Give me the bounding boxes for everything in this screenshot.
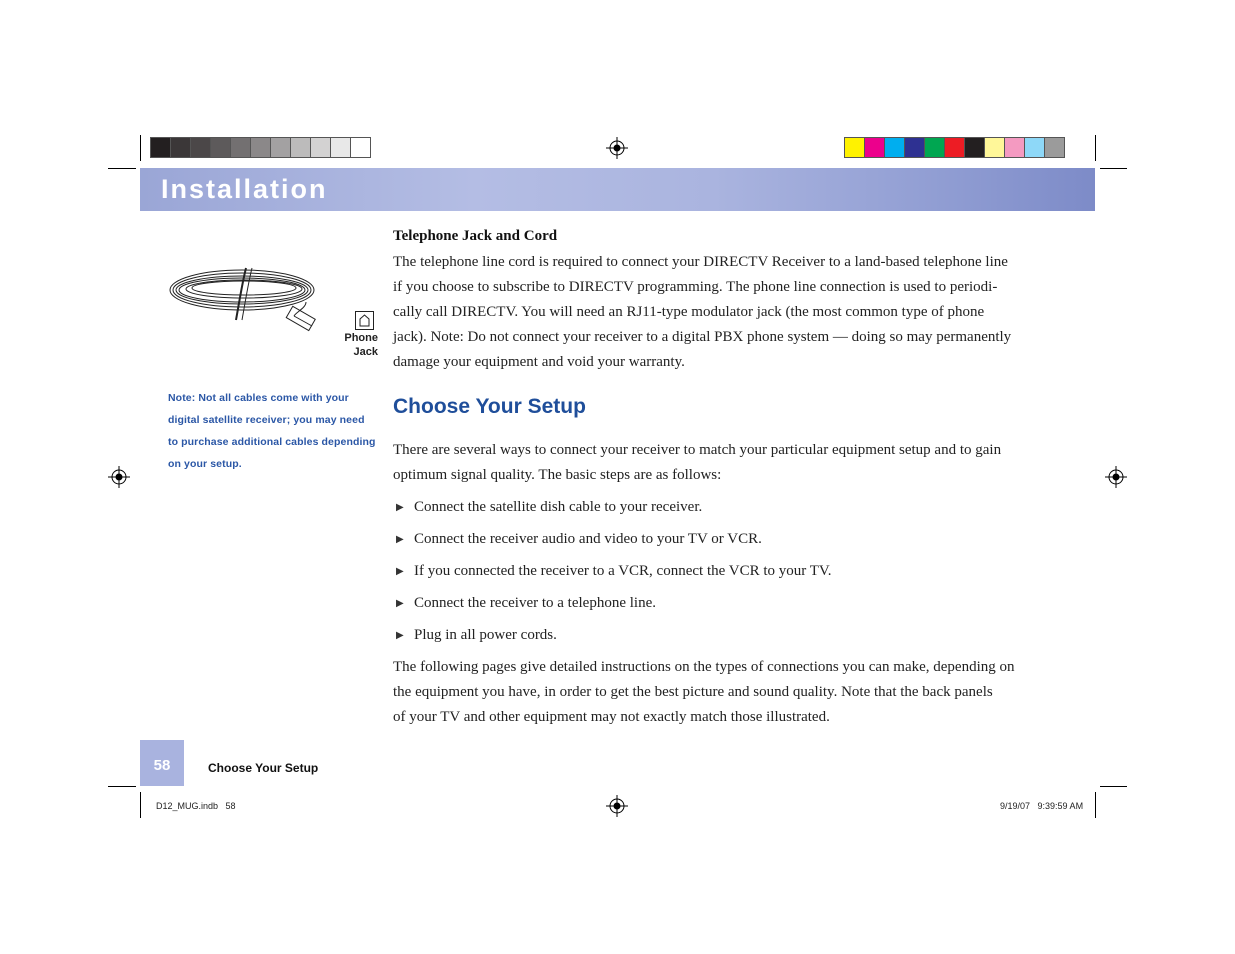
- section-title: Choose Your Setup: [393, 395, 586, 418]
- telephone-cord-illustration: [166, 262, 338, 334]
- color-swatch: [210, 137, 231, 158]
- triangle-right-icon: ▶: [396, 630, 404, 642]
- page-title: Installation: [161, 174, 328, 204]
- paragraph-line: optimum signal quality. The basic steps are as follows:: [393, 467, 722, 483]
- paragraph-line: jack). Note: Do not connect your receiver to a digital PBX phone system — doing so may permanently: [393, 329, 1012, 345]
- color-swatch: [924, 137, 945, 158]
- setup-step-text: Plug in all power cords.: [414, 627, 557, 644]
- side-note-line: on your setup.: [168, 458, 242, 470]
- registration-mark-icon: [108, 466, 130, 488]
- phone-jack-icon: [355, 311, 374, 330]
- crop-mark: [140, 792, 141, 818]
- paragraph-line: the equipment you have, in order to get the best picture and sound quality. Note that the back panels: [393, 684, 993, 700]
- color-swatch: [844, 137, 865, 158]
- print-slug-left: D12_MUG.indb 58: [156, 801, 236, 811]
- color-swatch: [944, 137, 965, 158]
- paragraph-line: There are several ways to connect your receiver to match your particular equipment setup and to gain: [393, 442, 1002, 458]
- setup-step: [396, 527, 762, 552]
- paragraph-line: cally call DIRECTV. You will need an RJ11-type modulator jack (the most common type of phone: [393, 304, 985, 320]
- setup-step-text: Connect the receiver to a telephone line.: [414, 595, 656, 612]
- crop-mark: [1095, 135, 1096, 161]
- crop-mark: [1100, 786, 1127, 787]
- telephone-heading: Telephone Jack and Cord: [393, 228, 558, 244]
- telephone-paragraph: [393, 250, 1033, 375]
- setup-step-text: If you connected the receiver to a VCR, connect the VCR to your TV.: [414, 563, 832, 580]
- setup-step-text: Connect the receiver audio and video to your TV or VCR.: [414, 531, 762, 548]
- paragraph-line: The telephone line cord is required to connect your DIRECTV Receiver to a land-based telephone line: [393, 254, 1008, 270]
- paragraph-line: damage your equipment and void your warranty.: [393, 354, 685, 370]
- color-swatch: [964, 137, 985, 158]
- paragraph-line: The following pages give detailed instructions on the types of connections you can make, depending on: [393, 659, 1015, 675]
- registration-mark-icon: [606, 795, 628, 817]
- side-note-line: Note: Not all cables come with your: [168, 392, 349, 404]
- paragraph-line: if you choose to subscribe to DIRECTV programming. The phone line connection is used to periodi-: [393, 279, 998, 295]
- color-swatch: [1044, 137, 1065, 158]
- color-swatch: [884, 137, 905, 158]
- gray-color-bar: [150, 137, 370, 158]
- side-note-line: digital satellite receiver; you may need: [168, 414, 365, 426]
- color-swatch: [330, 137, 351, 158]
- figure-caption: [330, 331, 378, 359]
- color-swatch: [1004, 137, 1025, 158]
- print-slug-right: 9/19/07 9:39:59 AM: [1000, 801, 1084, 811]
- paragraph-line: of your TV and other equipment may not exactly match those illustrated.: [393, 709, 830, 725]
- setup-step-text: Connect the satellite dish cable to your receiver.: [414, 499, 703, 516]
- color-swatch: [1024, 137, 1045, 158]
- color-swatch: [310, 137, 331, 158]
- triangle-right-icon: ▶: [396, 502, 404, 514]
- crop-mark: [140, 135, 141, 161]
- setup-step: [396, 591, 656, 616]
- triangle-right-icon: ▶: [396, 534, 404, 546]
- crop-mark: [108, 168, 136, 169]
- color-swatch: [270, 137, 291, 158]
- setup-step: [396, 559, 832, 584]
- crop-mark: [1100, 168, 1127, 169]
- side-note: [168, 387, 378, 475]
- registration-mark-icon: [606, 137, 628, 159]
- figure-caption-line: Jack: [353, 346, 378, 358]
- setup-step: [396, 623, 557, 648]
- color-swatch: [170, 137, 191, 158]
- color-swatch: [984, 137, 1005, 158]
- triangle-right-icon: ▶: [396, 566, 404, 578]
- color-swatch: [150, 137, 171, 158]
- color-swatch: [350, 137, 371, 158]
- color-swatch: [904, 137, 925, 158]
- color-swatch: [864, 137, 885, 158]
- setup-intro: [393, 438, 1033, 488]
- color-swatch: [230, 137, 251, 158]
- figure-caption-line: Phone: [344, 332, 378, 344]
- color-swatch: [190, 137, 211, 158]
- color-swatch: [250, 137, 271, 158]
- process-color-bar: [844, 137, 1064, 158]
- crop-mark: [1095, 792, 1096, 818]
- page-number: 58: [140, 740, 184, 786]
- footer-section-title: Choose Your Setup: [208, 761, 319, 775]
- crop-mark: [108, 786, 136, 787]
- triangle-right-icon: ▶: [396, 598, 404, 610]
- setup-step: [396, 495, 702, 520]
- color-swatch: [290, 137, 311, 158]
- side-note-line: to purchase additional cables depending: [168, 436, 376, 448]
- setup-outro: [393, 655, 1033, 730]
- registration-mark-icon: [1105, 466, 1127, 488]
